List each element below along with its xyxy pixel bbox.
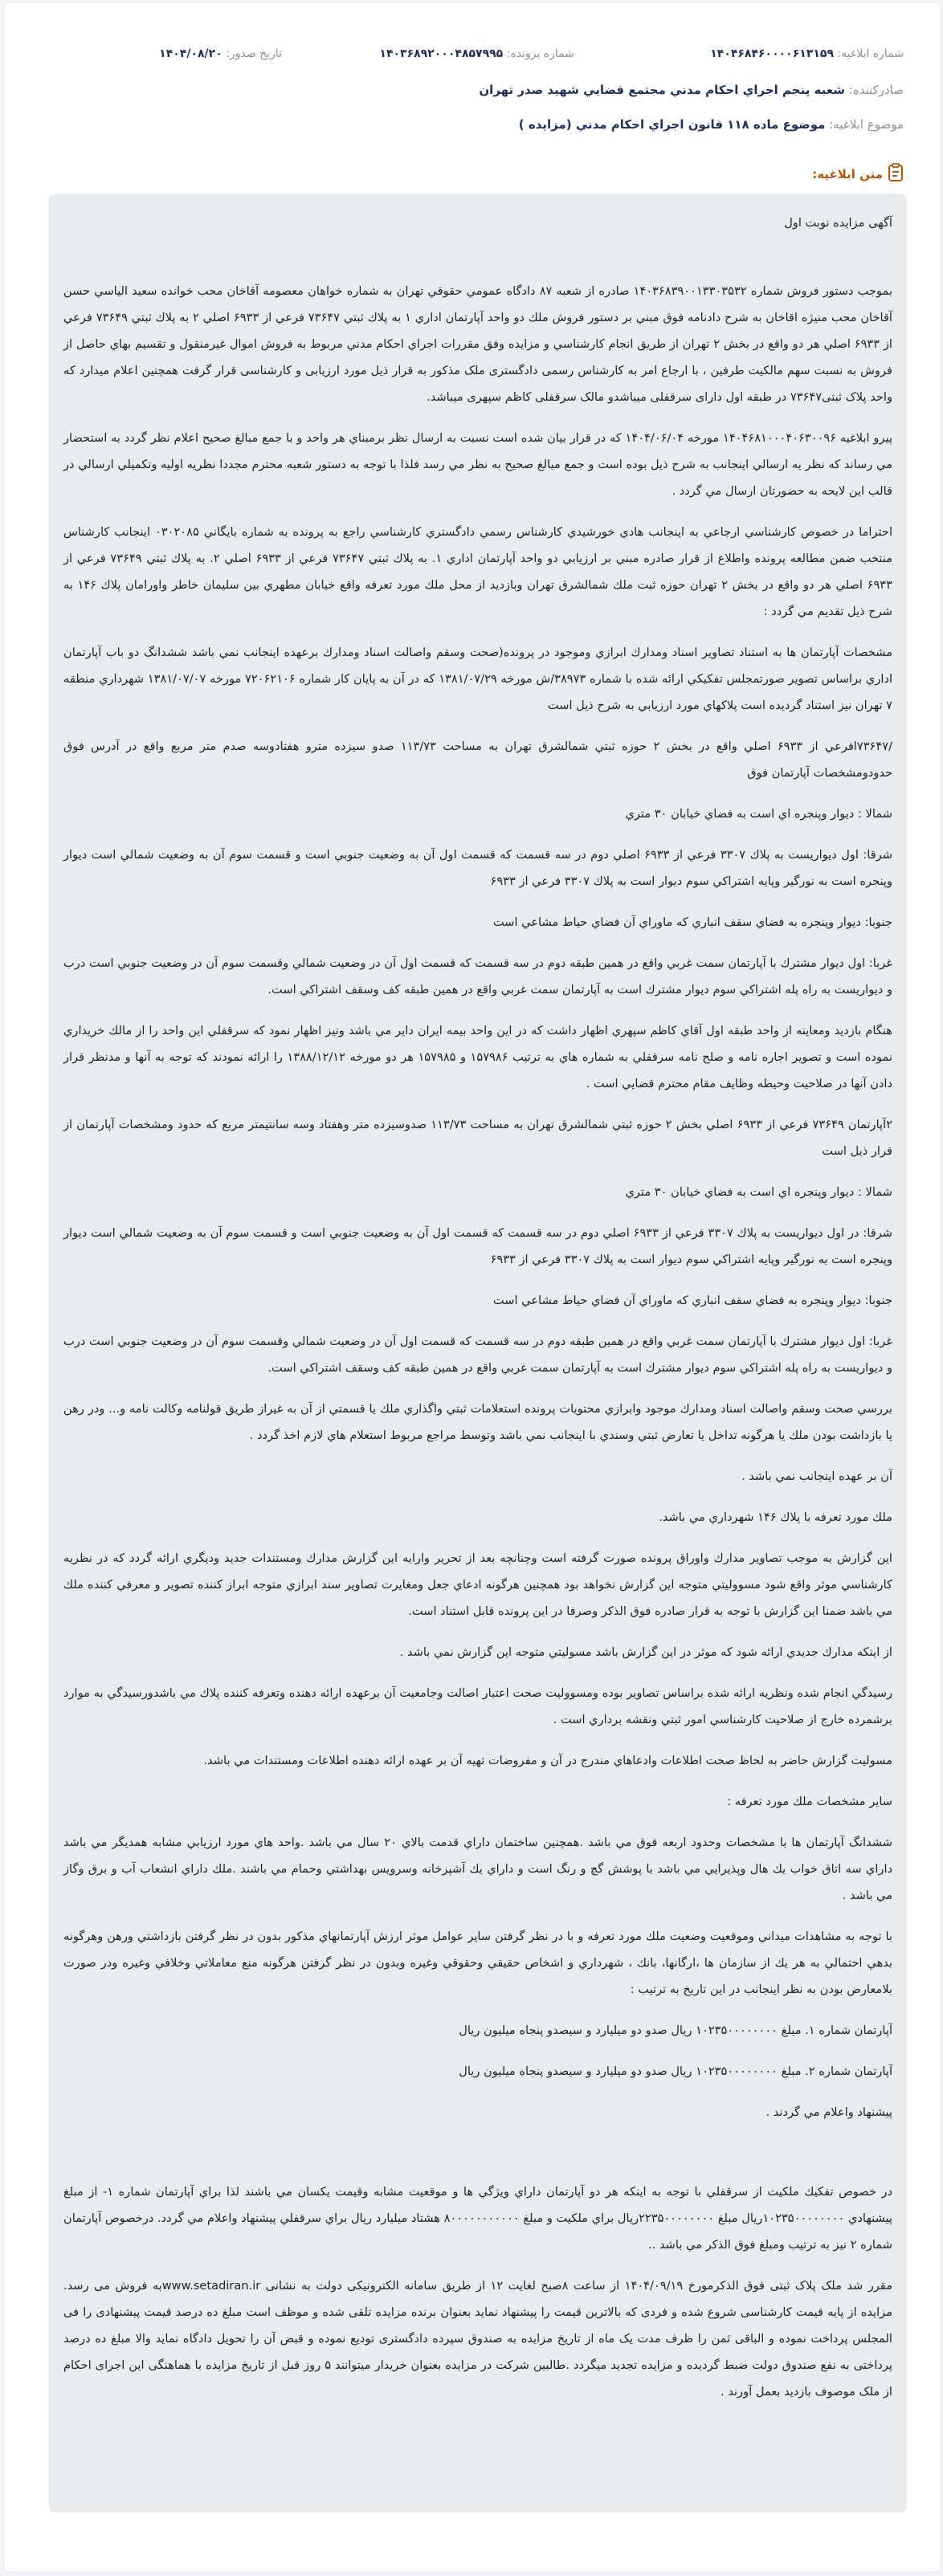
notice-paragraph: پيرو ابلاغيه ۱۴۰۴۶۸۱۰۰۰۴۰۶۳۰۰۹۶ مورخه ۱۴۰۴/۰۶/۰۴ كه در قرار بيان شده است نسبت به ارسال نظر برمبناي هر واحد و با جمع مبالغ صحيح اعلام نظر گردد به استحضار مي رساند كه نظر يه ارسالي اينجانب به شرح ذيل بوده است و جمع مبالغ صحيح به نظر مي رسد فلذا با توجه به دستور شعبه محترم مجددا نظريه اوليه وتكميلي ارسالي در قالب اين لايحه به حضورتان ارسال مي گردد . — [63, 431, 892, 498]
notice-title: آگهی مزایده نوبت اول — [784, 216, 892, 230]
document-icon — [888, 163, 904, 185]
notice-number-field — [710, 47, 904, 60]
notice-paragraph: آپارتمان شماره ۱. مبلغ ۱۰۲۳۵۰۰۰۰۰۰۰۰ ريال صدو دو ميليارد و سيصدو پنجاه ميليون ريال — [459, 2024, 892, 2037]
issue-date-label: تاریخ صدور: — [226, 47, 282, 60]
notice-meta — [4, 47, 904, 71]
case-number-field — [379, 47, 574, 60]
issuer-label: صادرکننده: — [848, 83, 904, 97]
notice-paragraph: اين گزارش به موجب تصاوير مدارك واوراق پرونده صورت گرفته است وچنانچه بعد از تحرير وارايه اين گزارش مدارك ومستندات جديد وديگري ارائه گردد كه در نظريه كارشناسي موثر واقع شود مسووليتي متوجه اين گزارش نخواهد بود همچنين هرگونه ادعاي جعل ومغايرت تصاوير سند ابرازي متوجه ابراز كننده تصوير و معرفي كننده ملك مي باشد ضمنا اين گزارش با توجه به قرار صادره فوق الذكر وصرفا در اين پرونده قابل استناد است. — [63, 1551, 892, 1618]
issuer-field — [479, 83, 904, 97]
issue-date-field — [159, 47, 282, 60]
notice-paragraph: غربا: اول ديوار مشترك با آپارتمان سمت غربي واقع در همين طبقه دوم در سه قسمت كه قسمت اول آن در وضعيت شمالي وقسمت سوم آن در وضعيت جنوبي است درب و ديواريست به راه پله اشتراكي سوم ديوار مشترك است به آپارتمان سمت غربي واقع در همين طبقه كف وسقف اشتراكي است. — [63, 1335, 892, 1375]
issue-date: ۱۴۰۴/۰۸/۲۰ — [159, 47, 222, 60]
notice-paragraph: ۲آپارتمان ۷۳۶۴۹ فرعي از ۶۹۳۳ اصلي بخش ۲ حوزه ثبتي شمالشرق تهران به مساحت ۱۱۳/۷۳ صدوسيزده متر وهفتاد وسه سانتيمتر مربع كه حدود ومشخصات آپارتمان از قرار ذيل است — [63, 1118, 892, 1158]
notice-paragraph: احتراما در خصوص كارشناسي ارجاعي به اينجانب هادي خورشيدي كارشناس رسمي دادگستري كارشناسي راجع به پرونده به شماره بايگاني ۰۳۰۲۰۸۵ اينجانب كارشناس منتخب ضمن مطالعه پرونده واطلاع از قرار صادره مبني بر ارزيابي دو واحد آپارتمان اداري ۱. به پلاك ثبتي ۷۳۶۴۷ فرعي از ۶۹۳۳ اصلي ۲. به پلاك ثبتي ۷۳۶۴۹ فرعي از ۶۹۳۳ اصلي هر دو واقع در بخش ۲ تهران حوزه ثبت ملك شمالشرق تهران وبازديد از محل ملك مورد تعرفه واقع خيابان مطهري بين سليمان خاطر واورامان پلاك ۱۴۶ به شرح ذيل تقديم مي گردد : — [63, 525, 892, 618]
notice-number: ۱۴۰۴۶۸۴۶۰۰۰۰۶۱۳۱۵۹ — [710, 47, 834, 60]
notice-paragraph: در خصوص تفكيك ملكيت از سرقفلي با توجه به اينكه هر دو آپارتمان داراي ويژگي ها و موقعيت مشابه وقيمت يكسان مي باشند لذا براي آپارتمان شماره ۱- از مبلغ پيشنهادي ۱۰۲۳۵۰۰۰۰۰۰۰۰ريال مبلغ ۲۲۳۵۰۰۰۰۰۰۰۰ريال براي ملكيت و مبلغ ۸۰۰۰۰۰۰۰۰۰۰۰ هشتاد ميليارد ريال براي سرقفلي پيشنهاد واعلام مي گردد. درخصوص آپارتمان شماره ۲ نيز به ترتيب ومبلغ فوق الذكر مي باشد .. — [63, 2185, 893, 2252]
notice-paragraph: آن بر عهده اينجانب نمي باشد . — [741, 1469, 892, 1483]
notice-paragraph: جنوبا: ديوار وپنجره به فضاي سقف انباري كه ماوراي آن فضاي حياط مشاعي است — [492, 915, 892, 929]
notice-paragraph: آپارتمان شماره ۲. مبلغ ۱۰۲۳۵۰۰۰۰۰۰۰۰ ريال صدو دو ميليارد و سيصدو پنجاه ميليون ريال — [459, 2064, 892, 2078]
notice-card — [3, 2, 941, 2573]
notice-paragraph: شرقا: اول ديواريست به پلاك ۳۳۰۷ فرعي از ۶۹۳۳ اصلي دوم در سه قسمت كه قسمت اول آن به وضعيت جنوبي است و قسمت سوم آن به وضعيت شمالي است ديوار وپنجره است به نورگير وپايه اشتراكي سوم ديوار است به پلاك ۳۳۰۷ فرعي از ۶۹۳۳ — [63, 848, 892, 888]
notice-paragraph: ساير مشخصات ملك مورد تعرفه : — [727, 1795, 892, 1808]
notice-paragraph: هنگام بازديد ومعاينه از واحد طبقه اول آقاي كاظم سپهري اظهار داشت كه در اين واحد بيمه ايران داير مي باشد ونيز اظهار نمود كه سرقفلي اين واحد را از مالك خريداري نموده است و تصوير اجاره نامه و صلح نامه سرقفلي به شماره هاي به ترتيب ۱۵۷۹۸۶ و ۱۵۷۹۸۵ هر دو مورخه ۱۳۸۸/۱۲/۱۲ را ارائه نمودند كه توجه به آنها و مدنظر قرار دادن آنها در صلاحيت وحيطه وظايف مقام محترم قضايي است . — [63, 1024, 892, 1090]
subject-label: موضوع ابلاغیه: — [829, 117, 904, 132]
notice-paragraph: با توجه به مشاهدات ميداني وموقعيت وضعيت ملك مورد تعرفه و با در نظر گرفتن ساير عوامل موثر ارزش آپارتمانهاي مذكور بدون در نظر گرفتن بازداشتي ورهن وهرگونه بدهي احتمالي به هر يك از سازمان ها ،ارگانها، بانك ، شهرداري و اشخاص حقيقي وحقوقي وغيره وبدون در نظر گرفتن هرگونه منع معاملاتي وخلافي وغيره ودر صورت بلامعارض بودن به نظر اينجانب در اين تاريخ به ترتيب : — [63, 1930, 892, 1996]
notice-paragraph: شمالا : ديوار وپنجره اي است به فضاي خيابان ۳۰ متري — [625, 1185, 892, 1199]
notice-paragraph: غربا: اول ديوار مشترك با آپارتمان سمت غربي واقع در همين طبقه دوم در سه قسمت كه قسمت اول آن در وضعيت شمالي وقسمت سوم آن در وضعيت جنوبي است درب و ديواريست به راه پله اشتراكي سوم ديوار مشترك است به آپارتمان سمت غربي واقع در همين طبقه كف وسقف اشتراكي است. — [63, 956, 892, 997]
subject: موضوع ماده ۱۱۸ قانون اجراي احكام مدني (مزايده ) — [518, 117, 826, 132]
notice-text-heading — [812, 163, 904, 185]
notice-paragraph: مقرر شد ملک پلاک ثبتی فوق الذکرمورخ ۱۴۰۴/۰۹/۱۹ از ساعت ۸صبح لغایت ۱۲ از طریق سامانه الکترونیکی دولت به نشانی www.setadiran.irبه فروش می رسد. مزایده از پایه قیمت کارشناسی شروع شده و فردی که بالاترین قیمت را پیشنهاد نماید بعنوان برنده مزایده تلقی شده و موظف است مبلغ ده درصد قیمت پیشنهادی را فی المجلس پرداخت نموده و الباقی ثمن را ظرف مدت یک ماه از تاریخ مزایده به صندوق سپرده دادگستری تودیع نموده و قبض آن را تحویل دادگاه نماید والا مبلغ ده درصد پرداختی به نفع صندوق دولت ضبط گردیده و مزایده تجدید میگردد .طالبین شرکت در مزایده بعنوان خریدار میتوانند ۵ روز قبل از تاریخ مزایده با هماهنگی این اجرای احکام از ملک موصوف بازدید بعمل آورند . — [63, 2279, 893, 2399]
notice-paragraph: بموجب دستور فروش شماره ۱۴۰۳۶۸۳۹۰۰۱۳۳۰۳۵۳۲ صادره از شعبه ۸۷ دادگاه عمومي حقوقي تهران به شماره خواهان معصومه آقاخان محب خوانده سعيد الياسي حسن آقاخان محب منيژه اقاخان به شرح دادنامه فوق مبني بر دستور فروش ملك دو واحد آپارتمان اداري ۱ به پلاك ثبتي ۷۳۶۴۷ فرعي از ۶۹۳۳ اصلي ۲ به پلاك ثبتي ۷۳۶۴۹ فرعي از ۶۹۳۳ اصلي هر دو واقع در بخش ۲ تهران از طريق انجام كارشناسي و مزايده وفق مقررات اجراي احكام مدني مربوط به فروش اموال غيرمنقول و تقسيم بهاي حاصل از فروش به نسبت سهم مالكيت طرفين ، با ارجاع امر به كارشناس رسمی دادگستری ملک مذکور به قرار ذیل مورد ارزیابی و کارشناسی قرار گرفت همچنین اعلام میدارد که واحد پلاک ثبتی۷۳۶۴۷ در طبقه اول دارای سرقفلی میباشدو مالک سرقفلی کاظم سپهری میباشد. — [63, 284, 893, 404]
notice-paragraph: بررسي صحت وسقم واصالت اسناد ومدارك موجود وابرازي محتويات پرونده استعلامات ثبتي واگذاري ملك يا قسمتي از آن به غيراز طريق قولنامه وكالت نامه و... ودر رهن يا بازداشت بودن ملك يا هرگونه تداخل يا تعارض ثبتي وسندي با اينجانب نمي باشد وتوسط مراجع مربوط استعلام هاي لازم اخذ گردد . — [63, 1402, 892, 1442]
notice-paragraph: مسوليت گزارش حاضر به لحاظ صحت اطلاعات وادعاهاي مندرج در آن و مفروضات تهيه آن بر عهده ارائه دهنده اطلاعات ومستندات مي باشد. — [203, 1754, 892, 1767]
subject-field — [519, 117, 904, 132]
notice-paragraph: ششدانگ آپارتمان ها با مشخصات وحدود اربعه فوق مي باشد .همچنين ساختمان داراي قدمت بالاي ۲۰ سال مي باشد .واحد هاي مورد ارزيابي مشابه همديگر مي باشد داراي سه اتاق خواب يك هال وپذيرايي مي باشد با پوشش گچ و رنگ است و داراي يك آشپزخانه وسرويس بهداشتي وحمام مي باشند .ملك داراي انشعاب آب و برق وگاز مي باشد . — [63, 1836, 892, 1902]
notice-paragraph: شمالا : ديوار وپنجره اي است به فضاي خيابان ۳۰ متري — [625, 807, 892, 821]
case-number-label: شماره پرونده: — [506, 47, 574, 60]
notice-paragraph: ملك مورد تعرفه با پلاك ۱۴۶ شهرداري مي باشد. — [659, 1510, 892, 1524]
notice-paragraph: /۷۳۶۴۷افرعي از ۶۹۳۳ اصلي واقع در بخش ۲ حوزه ثبتي شمالشرق تهران به مساحت ۱۱۳/۷۳ صدو سيزده مترو هفتادوسه صدم متر مربع واقع در آدرس فوق حدودومشخصات آپارتمان فوق — [63, 740, 892, 780]
notice-paragraph: رسيدگي انجام شده ونظريه ارائه شده براساس تصاوير بوده ومسووليت صحت اعتبار اصالت وجامعيت آن برعهده ارائه دهنده وتعرفه كننده پلاك مي باشدورسيدگي به موارد برشمرده خارج از صلاحيت كارشناسي امور ثبتي ونقشه برداري است . — [63, 1686, 892, 1726]
notice-paragraph: جنوبا: ديوار وپنجره به فضاي سقف انباري كه ماوراي آن فضاي حياط مشاعي است — [492, 1294, 892, 1307]
notice-paragraph: شرقا: در اول ديواريست به پلاك ۳۳۰۷ فرعي از ۶۹۳۳ اصلي دوم در سه قسمت كه قسمت اول آن به وضعيت جنوبي است و قسمت سوم آن به وضعيت شمالي است ديوار وپنجره است به نورگير وپايه اشتراكي سوم ديوار است به پلاك ۳۳۰۷ فرعي از ۶۹۳۳ — [63, 1226, 893, 1266]
notice-paragraph: پيشنهاد واعلام مي گردند . — [765, 2105, 892, 2119]
case-number: ۱۴۰۳۶۸۹۲۰۰۰۴۸۵۷۹۹۵ — [379, 47, 504, 60]
notice-text-title: متن ابلاغیه: — [812, 167, 883, 181]
issuer: شعبه پنجم اجراي احكام مدني مجتمع قضايي شهيد صدر تهران — [479, 83, 845, 97]
notice-paragraph: مشخصات آپارتمان ها به استناد تصاوير اسناد ومدارك ابرازي وموجود در پرونده(صحت وسقم واصالت اسناد ومدارك برعهده اينجانب نمي باشد ششدانگ دو باب آپارتمان اداري براساس تصوير صورتمجلس تفكيكي ارائه شده با شماره ۳۸۹۷۳/ش مورخه ۱۳۸۱/۰۷/۲۹ كه در آن به پايان كار شماره ۷۲۰۶۲۱۰۶ مورخه ۱۳۸۱/۰۷/۰۷ شهرداري منطقه ۷ تهران نيز استناد گرديده است پلاكهاي مورد ارزيابي به شرح ذيل است — [63, 646, 892, 712]
notice-number-label: شماره ابلاغیه: — [837, 47, 904, 60]
notice-body — [49, 194, 907, 2513]
notice-paragraph: از اينكه مدارك جديدي ارائه شود كه موثر در اين گزارش باشد مسوليتي متوجه اين گزارش نمي باشد . — [399, 1645, 892, 1659]
